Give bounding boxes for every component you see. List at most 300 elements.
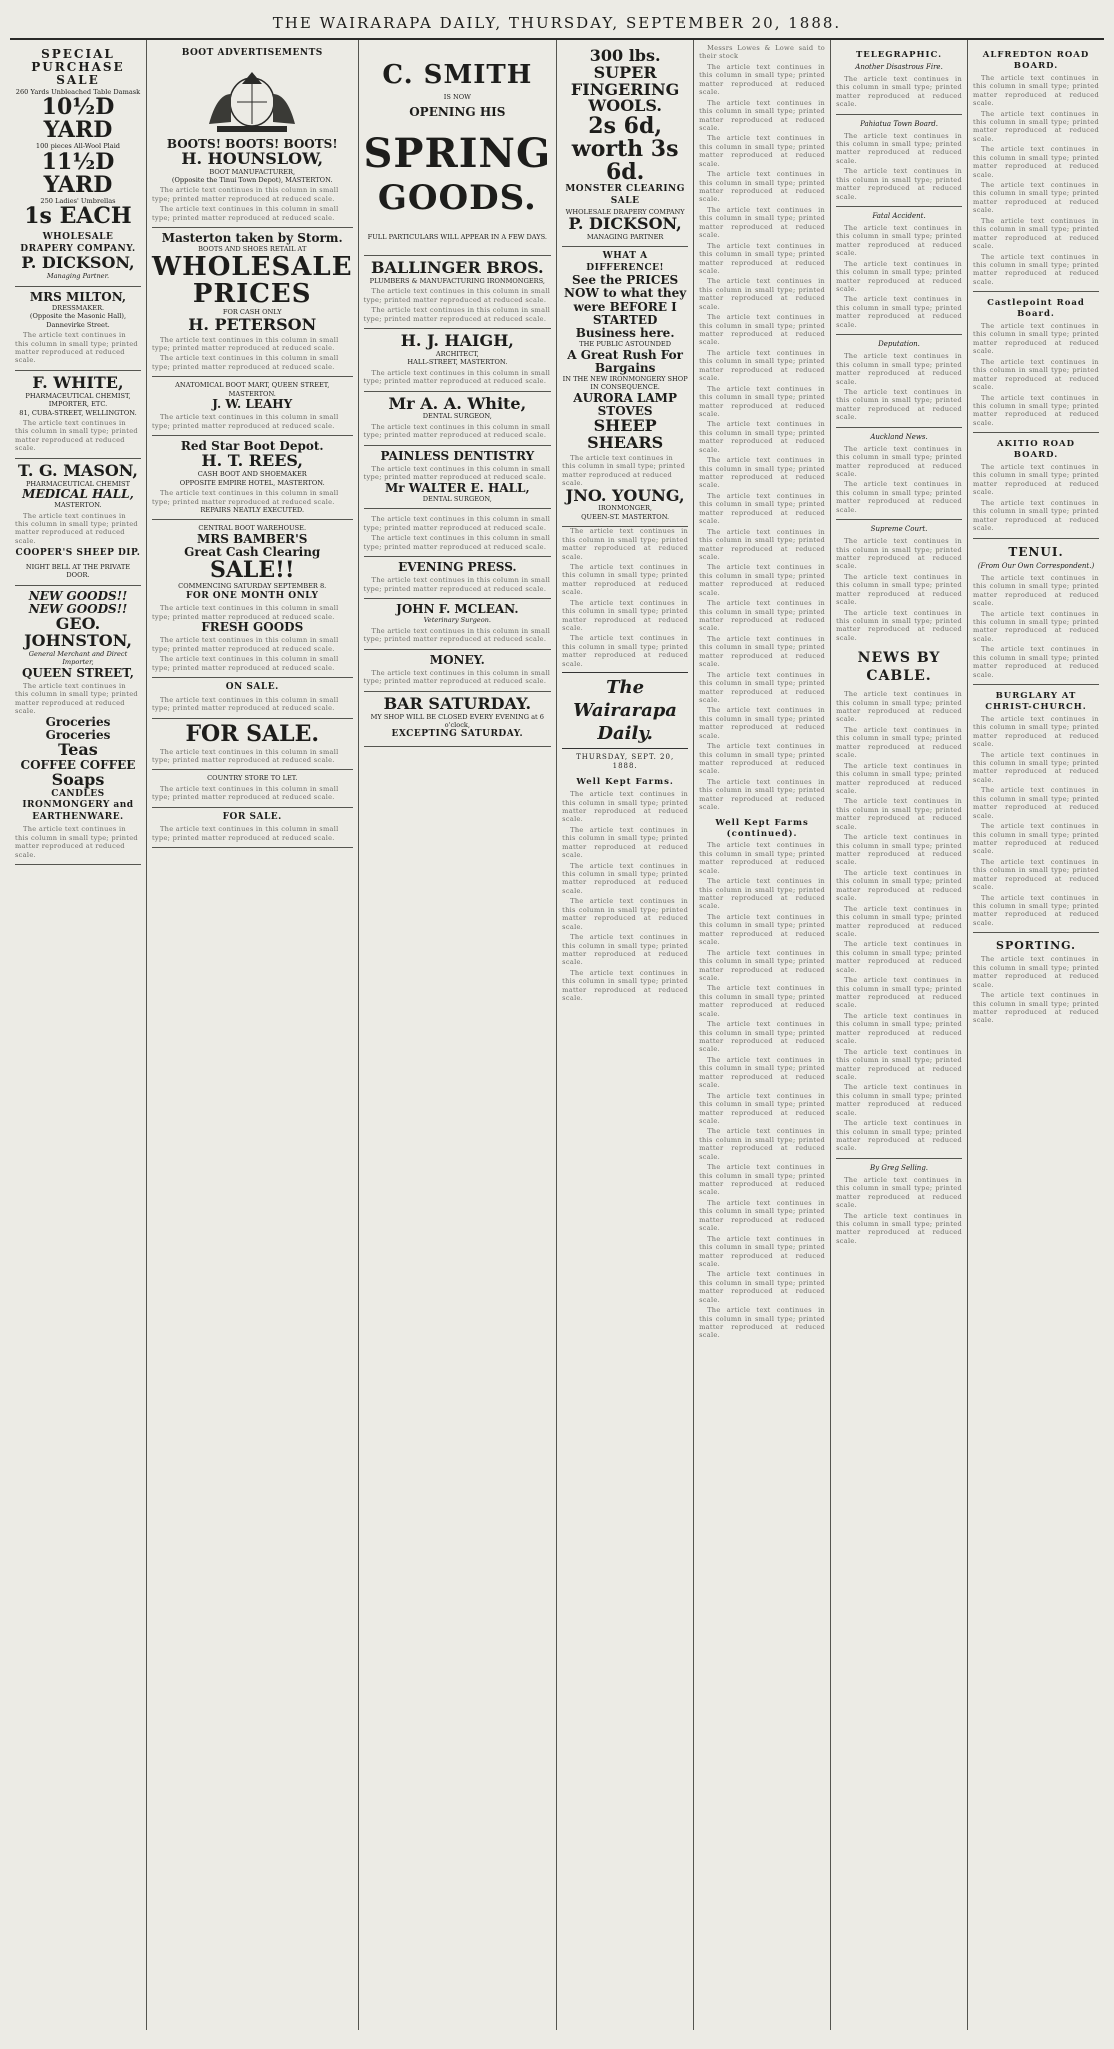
ad-price: 10½D YARD bbox=[41, 94, 115, 144]
article-paragraph: The article text continues in this column in small type; printed matter reproduced at reduced scale. bbox=[699, 877, 826, 911]
article-telegraphic bbox=[836, 50, 962, 642]
article-paragraph: The article text continues in this column in small type; printed matter reproduced at reduced scale. bbox=[699, 1163, 826, 1197]
article-paragraph: The article text continues in this column in small type; printed matter reproduced at reduced scale. bbox=[836, 976, 963, 1010]
ad-price: 11½D YARD bbox=[41, 148, 115, 198]
ad-for-sale-2 bbox=[152, 808, 353, 848]
article-paragraph: The article text continues in this column in small type; printed matter reproduced at reduced scale. bbox=[699, 1127, 826, 1161]
ad-body: The article text continues in this column in small type; printed matter reproduced at reduced scale. bbox=[363, 422, 551, 440]
ad-heading: BOOTS! BOOTS! BOOTS! bbox=[166, 136, 338, 151]
column-6 bbox=[831, 40, 968, 2030]
ad-role: PHARMACEUTICAL CHEMIST bbox=[25, 479, 130, 488]
article-paragraph: The article text continues in this column in small type; printed matter reproduced at reduced scale. bbox=[699, 134, 826, 168]
ad-name: P. DICKSON, bbox=[568, 213, 682, 233]
article-paragraph: The article text continues in this column in small type; printed matter reproduced at reduced scale. bbox=[973, 357, 1099, 392]
column-7 bbox=[968, 40, 1104, 2030]
ad-name: Mr A. A. White, bbox=[388, 393, 527, 413]
article-paragraph: The article text continues in this column in small type; printed matter reproduced at reduced scale. bbox=[836, 690, 963, 724]
article-paragraph: The article text continues in this column in small type; printed matter reproduced at reduced scale. bbox=[562, 790, 689, 824]
masthead-title: THE WAIRARAPA DAILY, THURSDAY, SEPTEMBER 20, 1888. bbox=[272, 14, 842, 32]
column-3 bbox=[359, 40, 558, 2030]
ad-line: FOR CASH ONLY bbox=[222, 308, 282, 317]
ad-name: GEO. JOHNSTON, bbox=[24, 614, 132, 650]
ad-hounslow bbox=[152, 44, 353, 228]
article-alfredton bbox=[973, 50, 1099, 286]
article-paragraph: The article text continues in this column in small type; printed matter reproduced at reduced scale. bbox=[973, 822, 1099, 856]
article-paragraph: The article text continues in this column in small type; printed matter reproduced at reduced scale. bbox=[973, 991, 1099, 1025]
article-paragraph: The article text continues in this column in small type; printed matter reproduced at reduced scale. bbox=[836, 444, 963, 478]
ad-heading: ANATOMICAL BOOT MART, QUEEN STREET, MASTERTON. bbox=[175, 381, 330, 398]
ad-building-society bbox=[364, 509, 552, 557]
ad-body: The article text continues in this column in small type; printed matter reproduced at reduced scale. bbox=[15, 418, 138, 453]
ad-role: DRESSMAKER. bbox=[51, 303, 105, 312]
article-paragraph: The article text continues in this column in small type; printed matter reproduced at reduced scale. bbox=[562, 598, 689, 633]
article-news-by-cable bbox=[836, 690, 962, 1245]
ad-special-purchase bbox=[15, 44, 141, 287]
divider bbox=[973, 684, 1099, 685]
article-paragraph: The article text continues in this column in small type; printed matter reproduced at reduced scale. bbox=[973, 322, 1099, 356]
ad-mclean bbox=[364, 599, 552, 650]
ad-role: CASH BOOT AND SHOEMAKER bbox=[197, 470, 307, 479]
ad-heading: See the PRICES NOW to what they were BEFORE I STARTED Business here. bbox=[564, 273, 687, 340]
article-headline: SPORTING. bbox=[996, 939, 1076, 953]
ad-line: MONSTER CLEARING SALE bbox=[565, 184, 685, 206]
article-subhead: By Greg Selling. bbox=[870, 1163, 929, 1172]
divider bbox=[973, 932, 1099, 933]
ad-address: (Opposite the Masonic Hall), Dannevirke Street. bbox=[29, 312, 127, 329]
article-paragraph: The article text continues in this column in small type; printed matter reproduced at reduced scale. bbox=[699, 1306, 826, 1340]
ad-company: WHOLESALE DRAPERY COMPANY. bbox=[20, 232, 136, 254]
article-headline: Well Kept Farms. bbox=[576, 777, 674, 788]
article-paragraph: The article text continues in this column in small type; printed matter reproduced at reduced scale. bbox=[699, 599, 826, 633]
article-paragraph: The article text continues in this column in small type; printed matter reproduced at reduced scale. bbox=[699, 912, 826, 947]
article-paragraph: The article text continues in this column in small type; printed matter reproduced at reduced scale. bbox=[699, 348, 826, 383]
ad-line: IS NOW bbox=[443, 93, 471, 102]
ad-heading: 300 lbs. SUPER FINGERING WOOLS. bbox=[570, 46, 680, 116]
article-paragraph: The article text continues in this column in small type; printed matter reproduced at reduced scale. bbox=[699, 706, 826, 740]
article-paragraph: The article text continues in this column in small type; printed matter reproduced at reduced scale. bbox=[973, 145, 1099, 179]
ad-heading: SHEEP SHEARS bbox=[587, 416, 664, 452]
ad-heading: PAINLESS DENTISTRY bbox=[380, 448, 535, 463]
article-paragraph: The article text continues in this column in small type; printed matter reproduced at reduced scale. bbox=[836, 167, 963, 201]
article-headline: TELEGRAPHIC. bbox=[855, 50, 943, 60]
article-paragraph: The article text continues in this column in small type; printed matter reproduced at reduced scale. bbox=[973, 73, 1099, 108]
ad-heading: A Great Rush For Bargains bbox=[567, 347, 683, 375]
ad-heading: ON SALE. bbox=[225, 682, 279, 693]
ad-heading: BAR SATURDAY. bbox=[383, 693, 532, 713]
ad-body: The article text continues in this column in small type; printed matter reproduced at reduced scale. bbox=[15, 681, 138, 716]
article-subhead: Fatal Accident. bbox=[872, 212, 926, 221]
article-paragraph: The article text continues in this column in small type; printed matter reproduced at reduced scale. bbox=[836, 295, 963, 329]
article-paragraph: The article text continues in this column in small type; printed matter reproduced at reduced scale. bbox=[836, 1011, 963, 1046]
ad-line: Soaps bbox=[51, 769, 105, 789]
ad-heading: SPECIAL PURCHASE SALE bbox=[31, 47, 125, 88]
ad-body: The article text continues in this column in small type; printed matter reproduced at reduced scale. bbox=[151, 636, 339, 653]
article-paragraph: The article text continues in this column in small type; printed matter reproduced at reduced scale. bbox=[699, 491, 826, 526]
article-paragraph: The article text continues in this column in small type; printed matter reproduced at reduced scale. bbox=[836, 797, 963, 831]
ad-line: BOOTS AND SHOES RETAIL AT bbox=[198, 245, 307, 254]
ad-heading: WHAT A DIFFERENCE! bbox=[586, 251, 664, 273]
ad-line: EXCEPTING SATURDAY. bbox=[391, 729, 524, 740]
article-tenui bbox=[973, 545, 1099, 680]
article-paragraph: The article text continues in this column in small type; printed matter reproduced at reduced scale. bbox=[562, 527, 689, 561]
article-paragraph: The article text continues in this column in small type; printed matter reproduced at reduced scale. bbox=[836, 761, 963, 795]
ad-price: 1s EACH bbox=[24, 203, 132, 230]
royal-crest-icon bbox=[197, 64, 307, 134]
ad-address: QUEEN-ST. MASTERTON. bbox=[581, 512, 670, 521]
article-paragraph: The article text continues in this column in small type; printed matter reproduced at reduced scale. bbox=[973, 857, 1099, 892]
paper-date: THURSDAY, SEPT. 20, 1888. bbox=[576, 753, 675, 771]
ad-line: Groceries Groceries bbox=[45, 714, 111, 742]
ad-smith bbox=[364, 44, 552, 256]
ad-heading: BOOT ADVERTISEMENTS bbox=[181, 48, 323, 58]
ad-name: H. HOUNSLOW, bbox=[181, 148, 324, 168]
ad-role: IRONMONGER, bbox=[598, 504, 653, 513]
article-paragraph: The article text continues in this column in small type; printed matter reproduced at reduced scale. bbox=[836, 572, 963, 607]
ad-body: The article text continues in this column in small type; printed matter reproduced at reduced scale. bbox=[363, 576, 551, 593]
ad-line: COMMENCING SATURDAY SEPTEMBER 8. bbox=[178, 582, 327, 591]
ad-line: REPAIRS NEATLY EXECUTED. bbox=[200, 506, 305, 514]
article-paragraph: The article text continues in this column in small type; printed matter reproduced at reduced scale. bbox=[562, 968, 689, 1003]
ad-bar-saturday bbox=[364, 692, 552, 747]
ad-name: MRS MILTON, bbox=[29, 289, 127, 304]
article-paragraph: The article text continues in this column in small type; printed matter reproduced at reduced scale. bbox=[836, 940, 963, 974]
ad-heading: MONEY. bbox=[429, 652, 485, 667]
ad-role: PHARMACEUTICAL CHEMIST, IMPORTER, ETC. bbox=[25, 391, 131, 409]
ad-body: The article text continues in this column in small type; printed matter reproduced at reduced scale. bbox=[151, 335, 339, 353]
article-headline: AKITIO ROAD BOARD. bbox=[996, 439, 1076, 461]
article-paragraph: The article text continues in this column in small type; printed matter reproduced at reduced scale. bbox=[699, 1234, 826, 1268]
article-headline: Well Kept Farms (continued). bbox=[715, 817, 809, 839]
article-paragraph: The article text continues in this column in small type; printed matter reproduced at reduced scale. bbox=[836, 725, 963, 760]
divider bbox=[973, 538, 1099, 539]
article-subhead: (From Our Own Correspondent.) bbox=[977, 561, 1095, 570]
article-paragraph: The article text continues in this column in small type; printed matter reproduced at reduced scale. bbox=[836, 1175, 963, 1210]
article-paragraph: The article text continues in this column in small type; printed matter reproduced at reduced scale. bbox=[836, 904, 963, 938]
ad-heading: COUNTRY STORE TO LET. bbox=[207, 774, 298, 783]
ad-name: H. J. HAIGH, bbox=[400, 331, 514, 351]
article-paragraph: The article text continues in this column in small type; printed matter reproduced at reduced scale. bbox=[699, 670, 826, 704]
article-paragraph: The article text continues in this column in small type; printed matter reproduced at reduced scale. bbox=[699, 384, 826, 418]
article-paragraph: The article text continues in this column in small type; printed matter reproduced at reduced scale. bbox=[836, 537, 963, 571]
article-paragraph: The article text continues in this column in small type; printed matter reproduced at reduced scale. bbox=[836, 352, 963, 386]
ad-heading: FOR SALE. bbox=[222, 811, 282, 822]
ad-heading: FRESH GOODS bbox=[201, 620, 304, 635]
columns bbox=[10, 40, 1104, 2030]
article-paragraph: The article text continues in this column in small type; printed matter reproduced at reduced scale. bbox=[836, 223, 963, 258]
ad-role: PLUMBERS & MANUFACTURING IRONMONGERS, bbox=[369, 276, 546, 285]
article-paragraph: The article text continues in this column in small type; printed matter reproduced at reduced scale. bbox=[699, 777, 826, 812]
ad-company: WHOLESALE DRAPERY COMPANY bbox=[565, 207, 685, 216]
article-subhead: Another Disastrous Fire. bbox=[855, 62, 943, 71]
ad-body: The article text continues in this column in small type; printed matter reproduced at reduced scale. bbox=[15, 511, 138, 545]
ad-address: HALL-STREET, MASTERTON. bbox=[407, 358, 508, 367]
ad-body: The article text continues in this column in small type; printed matter reproduced at reduced scale. bbox=[15, 825, 138, 859]
column-5 bbox=[694, 40, 831, 2030]
article-paragraph: The article text continues in this column in small type; printed matter reproduced at reduced scale. bbox=[836, 387, 963, 422]
article-paragraph: The article text continues in this column in small type; printed matter reproduced at reduced scale. bbox=[836, 1119, 963, 1153]
ad-white-dental bbox=[364, 392, 552, 446]
ad-banner: SALE!! bbox=[209, 557, 295, 584]
ad-line: COFFEE COFFEE bbox=[20, 757, 136, 772]
divider bbox=[836, 1158, 962, 1159]
ad-body: The article text continues in this column in small type; printed matter reproduced at reduced scale. bbox=[151, 695, 339, 713]
paper-title: The Wairarapa Daily. bbox=[562, 672, 688, 749]
ad-painless bbox=[364, 446, 552, 510]
ad-evening-press bbox=[364, 557, 552, 599]
article-paragraph: The article text continues in this column in small type; printed matter reproduced at reduced scale. bbox=[562, 861, 689, 895]
article-paragraph: The article text continues in this column in small type; printed matter reproduced at reduced scale. bbox=[836, 1047, 963, 1081]
ad-name: JNO. YOUNG, bbox=[565, 485, 685, 505]
divider bbox=[973, 291, 1099, 292]
ad-line: Teas bbox=[58, 739, 98, 759]
ad-banner: GOODS. bbox=[377, 177, 537, 218]
article-paragraph: The article text continues in this column in small type; printed matter reproduced at reduced scale. bbox=[699, 62, 826, 97]
ad-body: The article text continues in this column in small type; printed matter reproduced at reduced scale. bbox=[151, 205, 339, 222]
ad-body: The article text continues in this column in small type; printed matter reproduced at reduced scale. bbox=[151, 413, 339, 430]
article-paragraph: The article text continues in this column in small type; printed matter reproduced at reduced scale. bbox=[699, 634, 826, 669]
notices bbox=[562, 527, 688, 668]
ad-body: The article text continues in this column in small type; printed matter reproduced at reduced scale. bbox=[151, 354, 339, 371]
article-paragraph: The article text continues in this column in small type; printed matter reproduced at reduced scale. bbox=[973, 955, 1099, 989]
divider bbox=[836, 334, 962, 335]
ad-money bbox=[364, 650, 552, 692]
ad-heading: Masterton taken by Storm. bbox=[161, 231, 343, 246]
article-paragraph: The article text continues in this column in small type; printed matter reproduced at reduced scale. bbox=[973, 714, 1099, 749]
article-local-news bbox=[699, 44, 825, 1340]
article-paragraph: The article text continues in this column in small type; printed matter reproduced at reduced scale. bbox=[836, 868, 963, 903]
ad-body: The article text continues in this column in small type; printed matter reproduced at reduced scale. bbox=[151, 604, 339, 621]
article-paragraph: The article text continues in this column in small type; printed matter reproduced at reduced scale. bbox=[699, 1055, 826, 1090]
ad-line: IN THE NEW IRONMONGERY SHOP IN CONSEQUENCE. bbox=[562, 374, 688, 392]
article-headline: TENUI. bbox=[1008, 544, 1064, 559]
article-headline: ALFREDTON ROAD BOARD. bbox=[982, 50, 1090, 71]
ad-role: Managing Partner. bbox=[46, 272, 110, 281]
article-paragraph: The article text continues in this column in small type; printed matter reproduced at reduced scale. bbox=[973, 252, 1099, 286]
ad-line: 100 pieces All-Wool Plaid bbox=[35, 142, 121, 151]
article-paragraph: The article text continues in this column in small type; printed matter reproduced at reduced scale. bbox=[973, 463, 1099, 497]
article-paragraph: The article text continues in this column in small type; printed matter reproduced at reduced scale. bbox=[836, 608, 963, 642]
ad-role: Veterinary Surgeon. bbox=[423, 616, 492, 625]
article-paragraph: The article text continues in this column in small type; printed matter reproduced at reduced scale. bbox=[699, 1020, 826, 1054]
article-paragraph: The article text continues in this column in small type; printed matter reproduced at reduced scale. bbox=[699, 742, 826, 776]
ad-body: The article text continues in this column in small type; printed matter reproduced at reduced scale. bbox=[151, 489, 339, 506]
divider bbox=[836, 519, 962, 520]
article-subhead: Deputation. bbox=[878, 340, 920, 349]
article-paragraph: The article text continues in this column in small type; printed matter reproduced at reduced scale. bbox=[562, 825, 689, 860]
ad-role: DENTAL SURGEON, bbox=[422, 494, 492, 503]
column-1 bbox=[10, 40, 147, 2030]
ad-body: The article text continues in this column in small type; printed matter reproduced at reduced scale. bbox=[151, 784, 339, 802]
ad-address: OPPOSITE EMPIRE HOTEL, MASTERTON. bbox=[179, 478, 325, 487]
ad-price: 2s 6d, worth 3s 6d. bbox=[571, 113, 679, 186]
article-paragraph: The article text continues in this column in small type; printed matter reproduced at reduced scale. bbox=[973, 181, 1099, 215]
ad-body: The article text continues in this column in small type; printed matter reproduced at reduced scale. bbox=[363, 287, 551, 304]
ad-name: MRS BAMBER'S bbox=[197, 531, 308, 546]
ad-rees bbox=[152, 436, 353, 520]
article-paragraph: The article text continues in this column in small type; printed matter reproduced at reduced scale. bbox=[699, 527, 826, 561]
article-paragraph: The article text continues in this column in small type; printed matter reproduced at reduced scale. bbox=[973, 216, 1099, 251]
ad-white bbox=[15, 371, 141, 459]
ad-banner: WHOLESALE PRICES bbox=[151, 251, 353, 310]
ad-body: The article text continues in this column in small type; printed matter reproduced at reduced scale. bbox=[363, 668, 551, 686]
ad-heading: NEW GOODS!! NEW GOODS!! bbox=[28, 588, 128, 616]
article-paragraph: The article text continues in this column in small type; printed matter reproduced at reduced scale. bbox=[699, 984, 826, 1018]
divider bbox=[973, 432, 1099, 433]
article-paragraph: The article text continues in this column in small type; printed matter reproduced at reduced scale. bbox=[699, 277, 826, 311]
column-4 bbox=[557, 40, 694, 2030]
ad-on-sale bbox=[152, 678, 353, 718]
ad-address: QUEEN STREET, bbox=[21, 665, 134, 680]
article-paragraph: The article text continues in this column in small type; printed matter reproduced at reduced scale. bbox=[562, 634, 689, 668]
ad-body: The article text continues in this column in small type; printed matter reproduced at reduced scale. bbox=[15, 331, 138, 365]
ad-line: MY SHOP WILL BE CLOSED EVERY EVENING at 6 o'clock, bbox=[370, 712, 544, 729]
article-akitio bbox=[973, 439, 1099, 532]
article-paragraph: The article text continues in this column in small type; printed matter reproduced at reduced scale. bbox=[973, 498, 1099, 533]
article-paragraph: The article text continues in this column in small type; printed matter reproduced at reduced scale. bbox=[699, 241, 826, 275]
ad-name: Mr WALTER E. HALL, bbox=[384, 480, 530, 495]
ad-role: ARCHITECT, bbox=[435, 349, 479, 358]
ad-body: The article text continues in this column in small type; printed matter reproduced at reduced scale. bbox=[151, 825, 339, 842]
article-paragraph: The article text continues in this column in small type; printed matter reproduced at reduced scale. bbox=[836, 259, 963, 294]
ad-name: C. SMITH bbox=[382, 60, 533, 90]
ad-name: H. PETERSON bbox=[188, 314, 317, 334]
article-paragraph: The article text continues in this column in small type; printed matter reproduced at reduced scale. bbox=[699, 170, 826, 204]
ad-body: The article text continues in this column in small type; printed matter reproduced at reduced scale. bbox=[363, 368, 551, 386]
ad-wools bbox=[562, 44, 688, 247]
masthead bbox=[10, 10, 1104, 40]
divider bbox=[836, 427, 962, 428]
article-paragraph: The article text continues in this column in small type; printed matter reproduced at reduced scale. bbox=[973, 893, 1099, 927]
article-paragraph: Messrs Lowes & Lowe said to their stock bbox=[699, 44, 826, 61]
article-subhead: Auckland News. bbox=[870, 432, 928, 441]
article-paragraph: The article text continues in this column in small type; printed matter reproduced at reduced scale. bbox=[973, 786, 1099, 820]
article-castlepoint bbox=[973, 298, 1099, 427]
ad-address: 81, CUBA-STREET, WELLINGTON. bbox=[19, 408, 137, 417]
ad-heading: Great Cash Clearing bbox=[184, 545, 321, 560]
article-subhead: Pahiatua Town Board. bbox=[860, 119, 938, 128]
ad-body: The article text continues in this column in small type; printed matter reproduced at reduced scale. bbox=[151, 186, 339, 203]
article-paragraph: The article text continues in this column in small type; printed matter reproduced at reduced scale. bbox=[973, 573, 1099, 608]
article-paragraph: The article text continues in this column in small type; printed matter reproduced at reduced scale. bbox=[836, 1083, 963, 1117]
ad-name: P. DICKSON, bbox=[21, 253, 135, 273]
article-paragraph: The article text continues in this column in small type; printed matter reproduced at reduced scale. bbox=[699, 948, 826, 982]
article-paragraph: The article text continues in this column in small type; printed matter reproduced at reduced scale. bbox=[699, 98, 826, 132]
article-paragraph: The article text continues in this column in small type; printed matter reproduced at reduced scale. bbox=[699, 1270, 826, 1304]
ad-role: General Merchant and Direct Importer, bbox=[28, 649, 128, 667]
ad-heading: AURORA LAMP STOVES bbox=[573, 390, 677, 419]
article-burglary bbox=[973, 691, 1099, 927]
article-headline: BURGLARY AT CHRIST-CHURCH. bbox=[985, 691, 1087, 712]
ad-name: BALLINGER BROS. bbox=[371, 258, 544, 278]
ad-difference bbox=[562, 247, 688, 527]
ad-johnston bbox=[15, 586, 141, 865]
divider bbox=[836, 114, 962, 115]
article-paragraph: The article text continues in this column in small type; printed matter reproduced at reduced scale. bbox=[973, 609, 1099, 643]
ad-heading: Red Star Boot Depot. bbox=[180, 439, 324, 454]
article-headline: Castlepoint Road Board. bbox=[987, 298, 1085, 320]
article-paragraph: The article text continues in this column in small type; printed matter reproduced at reduced scale. bbox=[699, 205, 826, 240]
article-paragraph: The article text continues in this column in small type; printed matter reproduced at reduced scale. bbox=[699, 841, 826, 875]
ad-body: The article text continues in this column in small type; printed matter reproduced at reduced scale. bbox=[151, 655, 339, 672]
article-subhead: Supreme Court. bbox=[870, 525, 928, 534]
ad-address: (Opposite the Tinui Town Depot), MASTERTON. bbox=[171, 175, 333, 184]
article-paragraph: The article text continues in this column in small type; printed matter reproduced at reduced scale. bbox=[973, 645, 1099, 679]
article-paragraph: The article text continues in this column in small type; printed matter reproduced at reduced scale. bbox=[699, 563, 826, 597]
ad-line: FULL PARTICULARS WILL APPEAR IN A FEW DAYS. bbox=[367, 232, 548, 241]
article-paragraph: The article text continues in this column in small type; printed matter reproduced at reduced scale. bbox=[699, 313, 826, 347]
article-paragraph: The article text continues in this column in small type; printed matter reproduced at reduced scale. bbox=[836, 833, 963, 867]
ad-leahy bbox=[152, 377, 353, 436]
article-paragraph: The article text continues in this column in small type; printed matter reproduced at reduced scale. bbox=[973, 750, 1099, 784]
article-paragraph: The article text continues in this column in small type; printed matter reproduced at reduced scale. bbox=[699, 1091, 826, 1125]
article-paragraph: The article text continues in this column in small type; printed matter reproduced at reduced scale. bbox=[562, 933, 689, 967]
article-paragraph: The article text continues in this column in small type; printed matter reproduced at reduced scale. bbox=[562, 897, 689, 931]
ad-haigh bbox=[364, 329, 552, 392]
ad-store-to-let bbox=[152, 770, 353, 807]
ad-heading: CENTRAL BOOT WAREHOUSE. bbox=[198, 524, 307, 533]
article-paragraph: The article text continues in this column in small type; printed matter reproduced at reduced scale. bbox=[836, 74, 963, 109]
ad-body: The article text continues in this column in small type; printed matter reproduced at reduced scale. bbox=[151, 747, 339, 765]
ad-body: The article text continues in this column in small type; printed matter reproduced at reduced scale. bbox=[363, 515, 551, 532]
article-sporting bbox=[973, 939, 1099, 1025]
ad-line: 260 Yards Unbleached Table Damask bbox=[15, 87, 141, 96]
ad-heading: FOR SALE. bbox=[185, 720, 320, 747]
article-headline: NEWS BY CABLE. bbox=[857, 650, 941, 685]
ad-peterson bbox=[152, 228, 353, 377]
article-paragraph: The article text continues in this column in small type; printed matter reproduced at reduced scale. bbox=[699, 456, 826, 490]
ad-body: The article text continues in this column in small type; printed matter reproduced at reduced scale. bbox=[562, 453, 686, 488]
ad-name: F. WHITE, bbox=[32, 372, 124, 392]
article-paragraph: The article text continues in this column in small type; printed matter reproduced at reduced scale. bbox=[973, 393, 1099, 427]
ad-body: The article text continues in this column in small type; printed matter reproduced at reduced scale. bbox=[363, 534, 551, 551]
divider bbox=[836, 206, 962, 207]
ad-line: NIGHT BELL AT THE PRIVATE DOOR. bbox=[25, 562, 131, 580]
ad-line: COOPER'S SHEEP DIP. bbox=[15, 548, 141, 559]
ad-line: 250 Ladies' Umbrellas bbox=[40, 196, 116, 205]
ad-for-sale bbox=[152, 719, 353, 771]
article-paragraph: The article text continues in this column in small type; printed matter reproduced at reduced scale. bbox=[699, 1198, 826, 1233]
column-2 bbox=[147, 40, 359, 2030]
article-paragraph: The article text continues in this column in small type; printed matter reproduced at reduced scale. bbox=[699, 420, 826, 454]
ad-role: BOOT MANUFACTURER, bbox=[209, 167, 296, 176]
ad-role: DENTAL SURGEON, bbox=[422, 412, 492, 421]
ad-line: CANDLES bbox=[51, 788, 105, 799]
ad-body: The article text continues in this column in small type; printed matter reproduced at reduced scale. bbox=[363, 464, 551, 482]
ad-mason bbox=[15, 459, 141, 586]
ad-body: The article text continues in this column in small type; printed matter reproduced at reduced scale. bbox=[363, 626, 551, 644]
ad-name: T. G. MASON, bbox=[17, 460, 138, 480]
ad-subtitle: MEDICAL HALL, bbox=[22, 486, 134, 501]
ad-name: J. W. LEAHY bbox=[212, 397, 293, 412]
ad-ballinger bbox=[364, 256, 552, 329]
article-paragraph: The article text continues in this column in small type; printed matter reproduced at reduced scale. bbox=[836, 131, 963, 165]
ad-role: MANAGING PARTNER bbox=[586, 232, 664, 241]
ad-body: The article text continues in this column in small type; printed matter reproduced at reduced scale. bbox=[363, 306, 551, 323]
ad-line: THE PUBLIC ASTOUNDED bbox=[579, 340, 671, 349]
ad-address: MASTERTON. bbox=[54, 501, 102, 510]
article-paragraph: The article text continues in this column in small type; printed matter reproduced at reduced scale. bbox=[836, 480, 963, 514]
ad-banner: SPRING bbox=[363, 129, 552, 177]
ad-line: FOR ONE MONTH ONLY bbox=[185, 590, 319, 601]
ad-bamber bbox=[152, 520, 353, 678]
article-paragraph: The article text continues in this column in small type; printed matter reproduced at reduced scale. bbox=[836, 1211, 963, 1245]
ad-line: OPENING HIS bbox=[409, 104, 506, 119]
ad-name: JOHN F. MCLEAN. bbox=[396, 602, 519, 617]
article-well-kept-farms bbox=[562, 777, 688, 1002]
ad-name: H. T. REES, bbox=[201, 451, 303, 471]
ad-milton bbox=[15, 287, 141, 371]
ad-line: IRONMONGERY and EARTHENWARE. bbox=[22, 800, 134, 822]
